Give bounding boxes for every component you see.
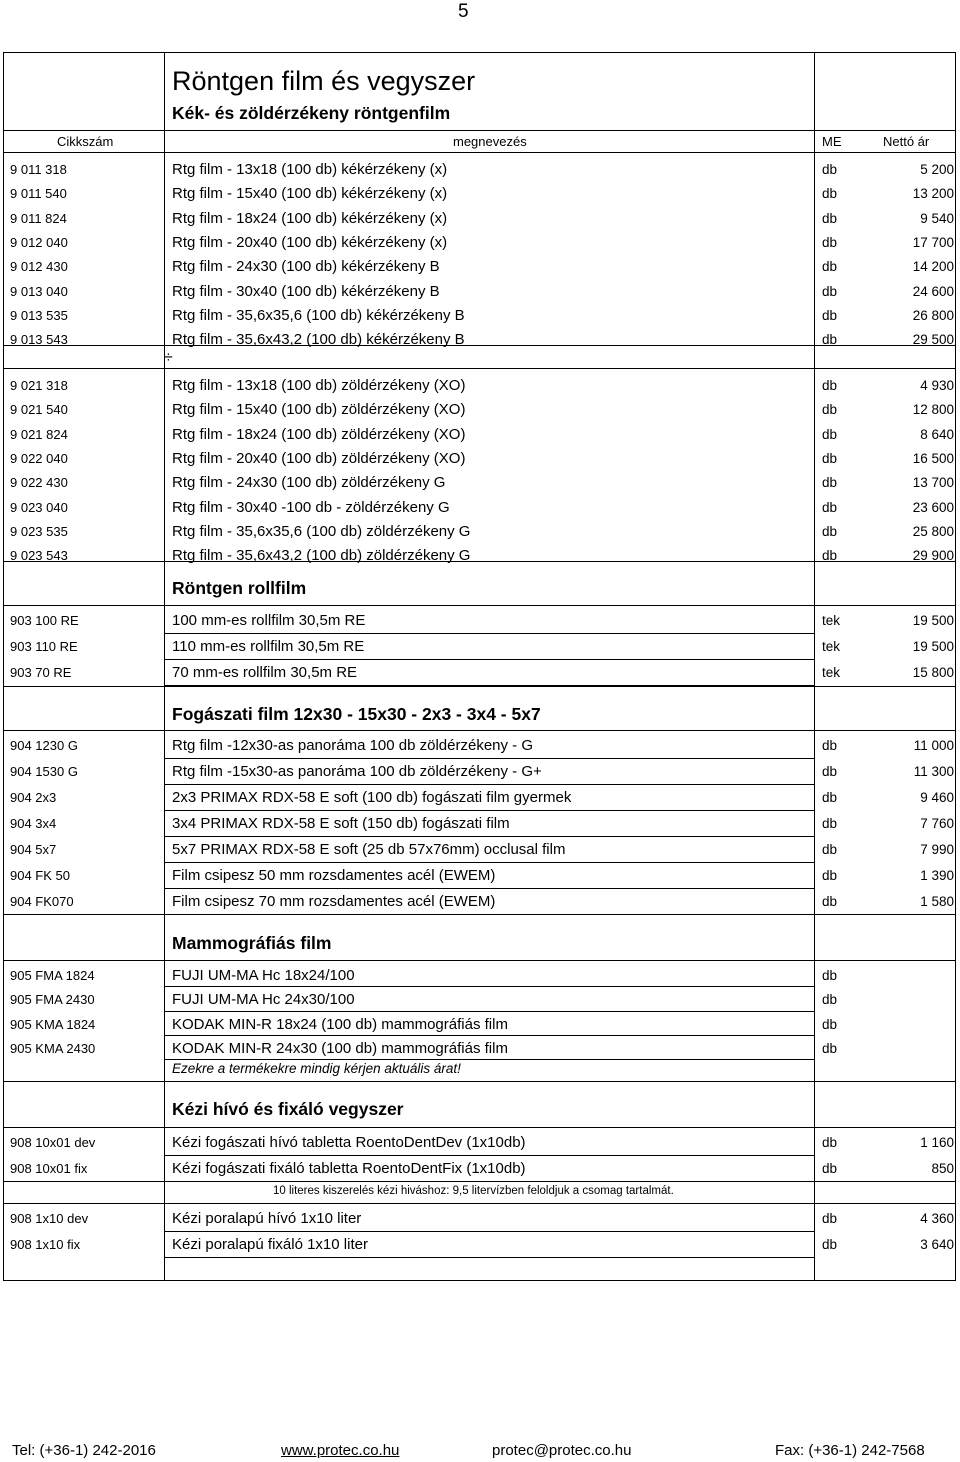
item-price: 29 500 bbox=[912, 332, 954, 348]
item-unit: db bbox=[822, 842, 838, 857]
divider-glyph: ÷ bbox=[164, 349, 173, 366]
item-name: Rtg film - 35,6x35,6 (100 db) kékérzékeny B bbox=[172, 306, 465, 324]
item-price: 850 bbox=[931, 1161, 954, 1176]
item-price: 4 360 bbox=[920, 1211, 954, 1226]
section-separator bbox=[3, 605, 956, 606]
column-header-code: Cikkszám bbox=[57, 134, 114, 149]
row-underline bbox=[165, 836, 814, 837]
item-unit: db bbox=[822, 1016, 838, 1032]
item-name: Rtg film - 30x40 (100 db) kékérzékeny B bbox=[172, 282, 440, 300]
row-underline bbox=[165, 1257, 814, 1258]
page-title: Röntgen film és vegyszer bbox=[172, 66, 476, 96]
item-name: Rtg film - 15x40 (100 db) kékérzékeny (x) bbox=[172, 185, 448, 203]
item-price: 1 390 bbox=[920, 868, 954, 883]
item-unit: db bbox=[822, 894, 838, 909]
item-name: Kézi fogászati fixáló tabletta RoentoDentFix (1x10db) bbox=[172, 1160, 526, 1177]
item-name: KODAK MIN-R 24x30 (100 db) mammográfiás film bbox=[172, 1039, 508, 1057]
item-code: 9 011 540 bbox=[10, 186, 67, 202]
item-price: 16 500 bbox=[912, 450, 954, 466]
item-name: Rtg film - 20x40 (100 db) kékérzékeny (x) bbox=[172, 233, 448, 251]
item-name: Rtg film -15x30-as panoráma 100 db zöldérzékeny - G+ bbox=[172, 763, 542, 780]
section-separator bbox=[3, 730, 956, 731]
item-price: 13 200 bbox=[912, 186, 954, 202]
item-name: Rtg film - 18x24 (100 db) kékérzékeny (x) bbox=[172, 209, 448, 227]
section-separator bbox=[3, 561, 956, 562]
item-code: 908 1x10 fix bbox=[10, 1237, 81, 1252]
footer-fax: Fax: (+36-1) 242-7568 bbox=[775, 1442, 925, 1459]
item-unit: db bbox=[822, 764, 838, 779]
row-separator bbox=[3, 1203, 956, 1204]
row-underline bbox=[165, 888, 814, 889]
group-separator bbox=[3, 345, 956, 346]
mammo-note: Ezekre a termékekre mindig kérjen aktuális árat! bbox=[172, 1061, 461, 1076]
item-code: 904 2x3 bbox=[10, 790, 57, 805]
item-price: 11 300 bbox=[913, 764, 954, 779]
item-name: Rtg film - 35,6x43,2 (100 db) kékérzékeny B bbox=[172, 331, 465, 349]
item-name: Film csipesz 70 mm rozsdamentes acél (EWEM) bbox=[172, 893, 496, 910]
section-title-mammo: Mammográfiás film bbox=[172, 933, 332, 953]
item-code: 908 1x10 dev bbox=[10, 1211, 89, 1226]
column-header-name: megnevezés bbox=[453, 134, 527, 149]
chemicals-note: 10 literes kiszerelés kézi hiváshoz: 9,5 litervízben feloldjuk a csomag tartalmát. bbox=[273, 1185, 674, 1197]
item-unit: db bbox=[822, 475, 838, 491]
item-unit: db bbox=[822, 790, 838, 805]
item-unit: db bbox=[822, 426, 838, 442]
item-name: Rtg film - 24x30 (100 db) zöldérzékeny G bbox=[172, 474, 446, 492]
item-name: Rtg film - 15x40 (100 db) zöldérzékeny (XO) bbox=[172, 401, 466, 419]
item-price: 17 700 bbox=[912, 234, 954, 250]
row-separator bbox=[3, 1181, 956, 1182]
item-price: 19 500 bbox=[912, 613, 954, 628]
column-divider-left bbox=[164, 52, 165, 1281]
item-name: Rtg film - 35,6x35,6 (100 db) zöldérzékeny G bbox=[172, 522, 471, 540]
item-code: 9 023 040 bbox=[10, 499, 68, 515]
item-code: 9 022 040 bbox=[10, 450, 68, 466]
footer-website-link[interactable]: www.protec.co.hu bbox=[281, 1442, 400, 1459]
item-code: 904 3x4 bbox=[10, 816, 57, 831]
item-code: 905 FMA 1824 bbox=[10, 968, 95, 983]
row-underline bbox=[165, 862, 814, 863]
row-underline bbox=[165, 986, 814, 987]
item-code: 9 013 040 bbox=[10, 283, 68, 299]
column-header-unit: ME bbox=[822, 134, 842, 149]
item-unit: tek bbox=[822, 639, 841, 654]
item-code: 9 021 824 bbox=[10, 426, 68, 442]
item-code: 9 023 543 bbox=[10, 548, 68, 564]
item-name: Kézi poralapú hívó 1x10 liter bbox=[172, 1210, 362, 1227]
item-code: 9 012 430 bbox=[10, 259, 68, 275]
item-unit: db bbox=[822, 1040, 838, 1056]
item-price: 7 990 bbox=[920, 842, 954, 857]
item-unit: tek bbox=[822, 613, 841, 628]
row-underline bbox=[165, 1035, 814, 1036]
item-name: Rtg film - 18x24 (100 db) zöldérzékeny (XO) bbox=[172, 425, 466, 443]
item-price: 29 900 bbox=[912, 548, 954, 564]
item-code: 903 100 RE bbox=[10, 613, 79, 628]
item-code: 908 10x01 dev bbox=[10, 1135, 96, 1150]
item-unit: db bbox=[822, 283, 838, 299]
item-price: 9 460 bbox=[920, 790, 954, 805]
footer-email-link[interactable]: protec@protec.co.hu bbox=[492, 1442, 632, 1459]
item-name: 100 mm-es rollfilm 30,5m RE bbox=[172, 612, 366, 629]
section-separator bbox=[3, 960, 956, 961]
item-unit: db bbox=[822, 816, 838, 831]
item-price: 11 000 bbox=[913, 738, 954, 753]
item-code: 9 021 318 bbox=[10, 378, 68, 393]
item-name: Rtg film - 35,6x43,2 (100 db) zöldérzékeny G bbox=[172, 547, 471, 565]
item-name: 110 mm-es rollfilm 30,5m RE bbox=[172, 638, 365, 655]
section-separator bbox=[3, 1081, 956, 1082]
row-underline bbox=[165, 1011, 814, 1012]
footer-phone: Tel: (+36-1) 242-2016 bbox=[12, 1442, 156, 1459]
item-unit: db bbox=[822, 450, 838, 466]
item-unit: db bbox=[822, 499, 838, 515]
item-name: 2x3 PRIMAX RDX-58 E soft (100 db) fogászati film gyermek bbox=[172, 789, 572, 806]
item-code: 904 FK 50 bbox=[10, 868, 70, 883]
item-code: 904 1230 G bbox=[10, 738, 78, 753]
item-code: 9 021 540 bbox=[10, 402, 68, 418]
item-unit: db bbox=[822, 548, 838, 564]
section-separator bbox=[3, 1127, 956, 1128]
item-name: 3x4 PRIMAX RDX-58 E soft (150 db) fogászati film bbox=[172, 815, 510, 832]
item-code: 905 FMA 2430 bbox=[10, 992, 95, 1008]
item-unit: db bbox=[822, 378, 838, 393]
item-name: Kézi fogászati hívó tabletta RoentoDentDev (1x10db) bbox=[172, 1134, 526, 1151]
item-price: 7 760 bbox=[920, 816, 954, 831]
item-name: 5x7 PRIMAX RDX-58 E soft (25 db 57x76mm) occlusal film bbox=[172, 841, 566, 858]
row-underline bbox=[165, 810, 814, 811]
item-price: 12 800 bbox=[912, 402, 954, 418]
section-separator bbox=[3, 914, 956, 915]
item-name: FUJI UM-MA Hc 18x24/100 bbox=[172, 967, 355, 984]
item-code: 905 KMA 2430 bbox=[10, 1040, 96, 1056]
item-unit: db bbox=[822, 738, 838, 753]
item-price: 9 540 bbox=[920, 210, 954, 226]
header-bottom-rule bbox=[3, 152, 956, 153]
item-unit: db bbox=[822, 234, 838, 250]
item-code: 9 011 824 bbox=[10, 210, 67, 226]
item-code: 9 013 535 bbox=[10, 307, 68, 323]
item-unit: db bbox=[822, 1135, 838, 1150]
row-underline bbox=[165, 659, 814, 660]
column-header-price: Nettó ár bbox=[883, 134, 930, 149]
item-price: 25 800 bbox=[912, 523, 954, 539]
item-price: 3 640 bbox=[920, 1237, 954, 1252]
item-name: KODAK MIN-R 18x24 (100 db) mammográfiás film bbox=[172, 1015, 508, 1033]
row-underline bbox=[165, 784, 814, 785]
item-price: 23 600 bbox=[912, 499, 954, 515]
column-divider-right bbox=[814, 52, 815, 1281]
item-unit: db bbox=[822, 1211, 838, 1226]
item-code: 9 012 040 bbox=[10, 234, 68, 250]
row-underline bbox=[165, 633, 814, 634]
item-price: 1 160 bbox=[920, 1135, 954, 1150]
section-title-chemicals: Kézi hívó és fixáló vegyszer bbox=[172, 1099, 404, 1119]
item-unit: db bbox=[822, 968, 838, 983]
item-price: 15 800 bbox=[912, 665, 954, 680]
item-unit: db bbox=[822, 1161, 838, 1176]
item-code: 903 110 RE bbox=[10, 639, 78, 654]
item-unit: tek bbox=[822, 665, 841, 680]
section-title-dental: Fogászati film 12x30 - 15x30 - 2x3 - 3x4 - 5x7 bbox=[172, 704, 541, 724]
item-name: Rtg film - 13x18 (100 db) kékérzékeny (x) bbox=[172, 161, 448, 178]
item-code: 905 KMA 1824 bbox=[10, 1016, 96, 1032]
item-code: 9 022 430 bbox=[10, 475, 68, 491]
item-unit: db bbox=[822, 1237, 838, 1252]
item-unit: db bbox=[822, 868, 838, 883]
item-price: 13 700 bbox=[912, 475, 954, 491]
group-separator bbox=[3, 368, 956, 369]
item-code: 903 70 RE bbox=[10, 665, 72, 680]
item-unit: db bbox=[822, 523, 838, 539]
item-unit: db bbox=[822, 162, 838, 177]
item-name: 70 mm-es rollfilm 30,5m RE bbox=[172, 664, 358, 681]
item-code: 904 1530 G bbox=[10, 764, 78, 779]
item-name: Kézi poralapú fixáló 1x10 liter bbox=[172, 1236, 368, 1253]
section-title-rollfilm: Röntgen rollfilm bbox=[172, 578, 307, 598]
item-price: 5 200 bbox=[920, 162, 954, 177]
item-unit: db bbox=[822, 186, 838, 202]
item-name: Rtg film - 30x40 -100 db - zöldérzékeny G bbox=[172, 498, 450, 516]
item-unit: db bbox=[822, 259, 838, 275]
row-underline bbox=[165, 1155, 814, 1156]
item-price: 19 500 bbox=[912, 639, 954, 654]
item-name: Rtg film -12x30-as panoráma 100 db zöldérzékeny - G bbox=[172, 737, 534, 754]
item-code: 9 023 535 bbox=[10, 523, 68, 539]
item-name: FUJI UM-MA Hc 24x30/100 bbox=[172, 991, 355, 1009]
item-code: 904 5x7 bbox=[10, 842, 57, 857]
header-rule bbox=[3, 130, 956, 131]
item-price: 4 930 bbox=[920, 378, 954, 393]
item-unit: db bbox=[822, 332, 838, 348]
item-unit: db bbox=[822, 402, 838, 418]
item-code: 9 013 543 bbox=[10, 332, 68, 348]
section-separator bbox=[3, 686, 956, 687]
item-price: 8 640 bbox=[920, 426, 954, 442]
row-underline bbox=[165, 758, 814, 759]
item-name: Film csipesz 50 mm rozsdamentes acél (EWEM) bbox=[172, 867, 496, 884]
item-unit: db bbox=[822, 210, 838, 226]
item-price: 1 580 bbox=[920, 894, 954, 909]
item-code: 908 10x01 fix bbox=[10, 1161, 88, 1176]
item-code: 9 011 318 bbox=[10, 162, 67, 177]
item-code: 904 FK070 bbox=[10, 894, 74, 909]
row-underline bbox=[165, 1231, 814, 1232]
item-price: 24 600 bbox=[912, 283, 954, 299]
item-price: 26 800 bbox=[912, 307, 954, 323]
page-number: 5 bbox=[458, 1, 469, 22]
item-name: Rtg film - 24x30 (100 db) kékérzékeny B bbox=[172, 258, 440, 276]
item-unit: db bbox=[822, 992, 838, 1008]
item-name: Rtg film - 20x40 (100 db) zöldérzékeny (XO) bbox=[172, 449, 466, 467]
item-unit: db bbox=[822, 307, 838, 323]
item-name: Rtg film - 13x18 (100 db) zöldérzékeny (XO) bbox=[172, 377, 466, 394]
item-price: 14 200 bbox=[912, 259, 954, 275]
page-subtitle: Kék- és zöldérzékeny röntgenfilm bbox=[172, 103, 451, 123]
